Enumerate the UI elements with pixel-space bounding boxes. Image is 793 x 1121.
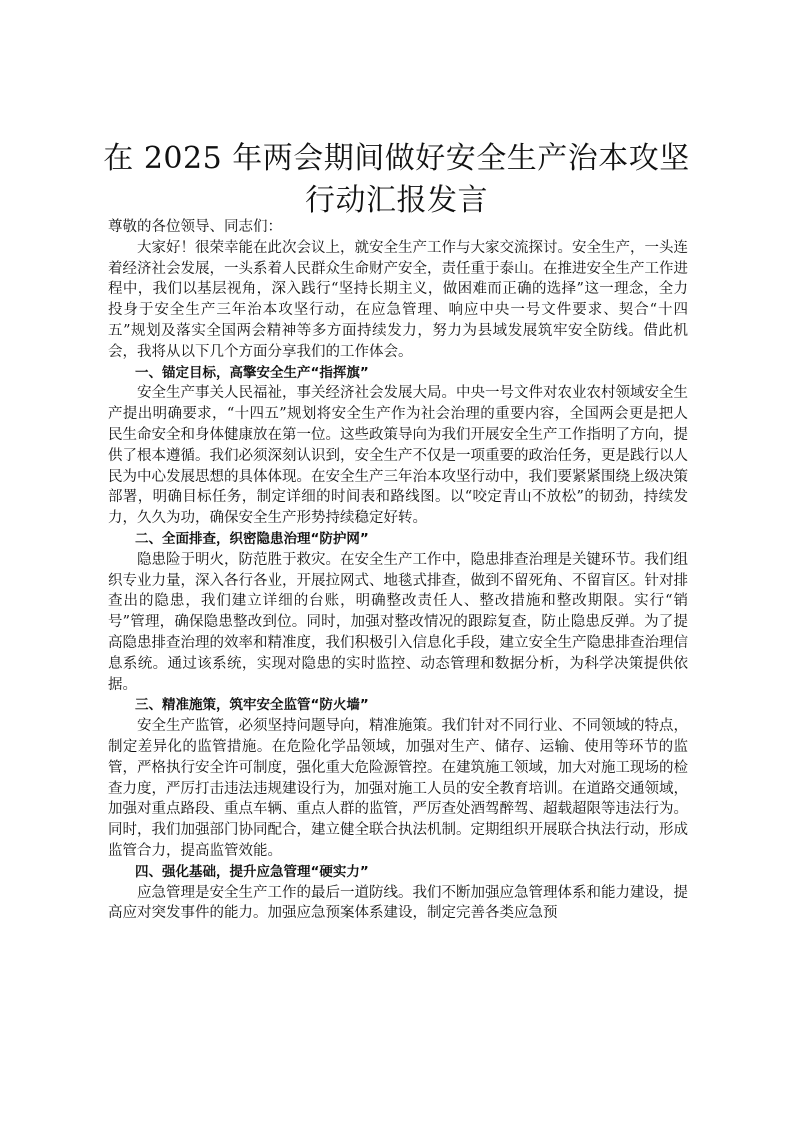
section-paragraph-1: 安全生产事关人民福祉，事关经济社会发展大局。中央一号文件对农业农村领域安全生产提出明确要求，“十四五”规划将安全生产作为社会治理的重要内容，全国两会更是把人民生命安全和身体健康放在第一位。这些政策导向为我们开展安全生产工作指明了方向，提供了根本遵循。我们必须深刻认识到，安全生产不仅是一项重要的政治任务，更是践行以人民为中心发展思想的具体体现。在安全生产三年治本攻坚行动中，我们要紧紧围绕上级决策部署，明确目标任务，制定详细的时间表和路线图。以“咬定青山不放松”的韧劲，持续发力，久久为功，确保安全生产形势持续稳定好转。 <box>108 385 688 527</box>
intro-paragraph: 大家好！很荣幸能在此次会议上，就安全生产工作与大家交流探讨。安全生产，一头连着经济社会发展，一头系着人民群众生命财产安全，责任重于泰山。在推进安全生产工作进程中，我们以基层视角，深入践行“坚持长期主义，做困难而正确的选择”这一理念，全力投身于安全生产三年治本攻坚行动，在应急管理、响应中央一号文件要求、契合“十四五”规划及落实全国两会精神等多方面持续发力，努力为县域发展筑牢安全防线。借此机会，我将从以下几个方面分享我们的工作体会。 <box>108 239 688 360</box>
section-heading-3: 三、精准施策，筑牢安全监管“防火墙” <box>135 697 369 714</box>
section-heading-2: 二、全面排查，织密隐患治理“防护网” <box>135 530 369 547</box>
section-paragraph-2: 隐患险于明火，防范胜于救灾。在安全生产工作中，隐患排查治理是关键环节。我们组织专业力量，深入各行各业，开展拉网式、地毯式排查，做到不留死角、不留盲区。针对排查出的隐患，我们建立详细的台账，明确整改责任人、整改措施和整改期限。实行“销号”管理，确保隐患整改到位。同时，加强对整改情况的跟踪复查，防止隐患反弹。为了提高隐患排查治理的效率和精准度，我们积极引入信息化手段，建立安全生产隐患排查治理信息系统。通过该系统，实现对隐患的实时监控、动态管理和数据分析，为科学决策提供依据。 <box>108 551 688 693</box>
page-title: 在 2025 年两会期间做好安全生产治本攻坚行动汇报发言 <box>103 141 690 218</box>
section-heading-4: 四、强化基础，提升应急管理“硬实力” <box>135 863 369 880</box>
section-heading-1: 一、锚定目标，高擎安全生产“指挥旗” <box>135 364 369 381</box>
document-body <box>108 217 688 924</box>
section-paragraph-3: 安全生产监管，必须坚持问题导向，精准施策。我们针对不同行业、不同领域的特点，制定差异化的监管措施。在危险化学品领域，加强对生产、储存、运输、使用等环节的监管，严格执行安全许可制度，强化重大危险源管控。在建筑施工领域，加大对施工现场的检查力度，严厉打击违法违规建设行为，加强对施工人员的安全教育培训。在道路交通领域，加强对重点路段、重点车辆、重点人群的监管，严厉查处酒驾醉驾、超载超限等违法行为。同时，我们加强部门协同配合，建立健全联合执法机制。定期组织开展联合执法行动，形成监管合力，提高监管效能。 <box>108 718 688 859</box>
section-paragraph-4: 应急管理是安全生产工作的最后一道防线。我们不断加强应急管理体系和能力建设，提高应对突发事件的能力。加强应急预案体系建设，制定完善各类应急预 <box>108 884 688 922</box>
salutation: 尊敬的各位领导、同志们： <box>108 219 282 235</box>
